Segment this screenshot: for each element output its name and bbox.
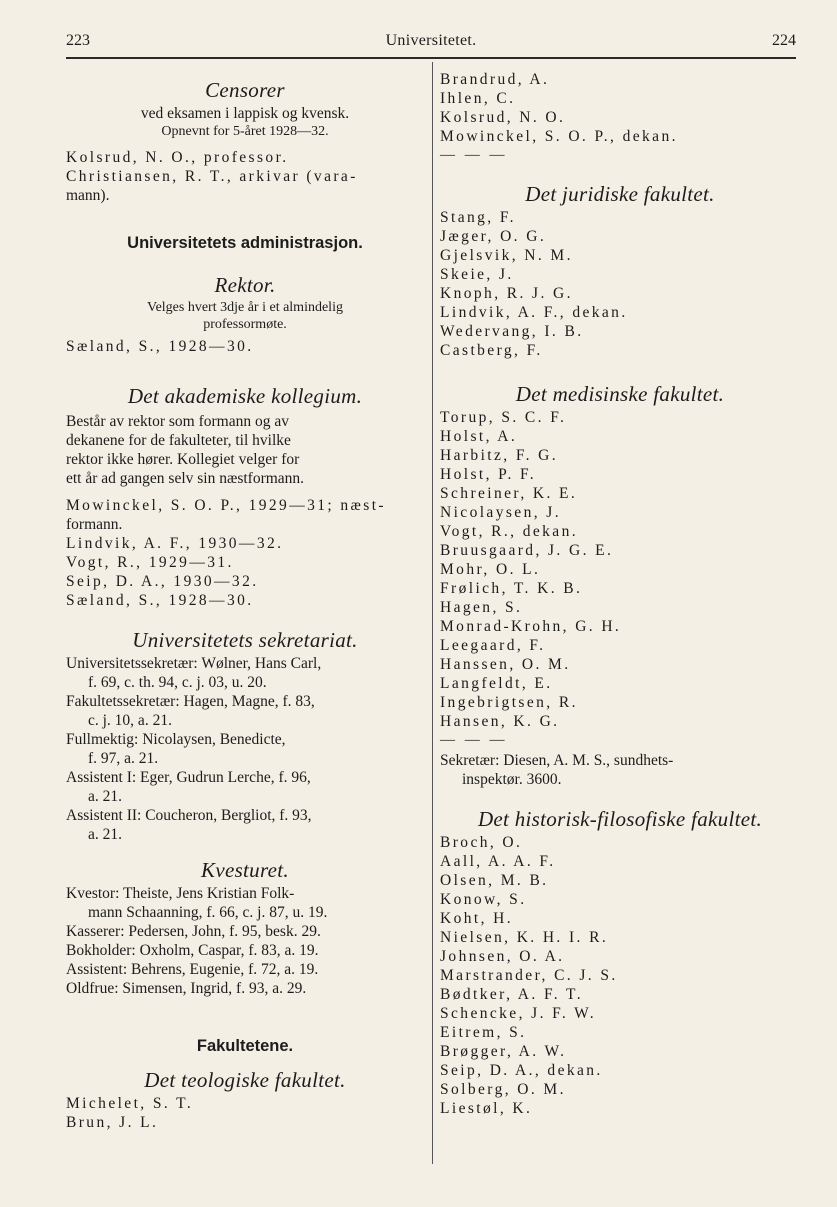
medisinsk-member: Hansen, K. G. [440,713,560,730]
running-title: Universitetet. [385,32,477,49]
juridisk-member: Gjelsvik, N. M. [440,247,573,264]
medisinsk-heading: Det medisinske fakultet. [515,382,725,406]
censor-entry-cont: mann). [66,187,110,204]
juridisk-heading: Det juridiske fakultet. [525,182,715,206]
hf-member: Aall, A. A. F. [440,853,556,870]
kvesturet-entry: Oldfrue: Simensen, Ingrid, f. 93, a. 29. [66,980,307,997]
medisinsk-member: Nicolaysen, J. [440,504,561,521]
juridisk-member: Castberg, F. [440,342,543,359]
left-column [66,62,424,1132]
teologisk-member: Michelet, S. T. [66,1095,194,1112]
page-number-left: 223 [66,32,90,49]
kvesturet-heading: Kvesturet. [201,858,289,882]
hf-member: Nielsen, K. H. I. R. [440,929,609,946]
hf-member: Johnsen, O. A. [440,948,565,965]
hf-member: Solberg, O. M. [440,1081,566,1098]
kollegium-member: Lindvik, A. F., 1930—32. [66,535,284,552]
sekretariat-entry: Universitetssekretær: Wølner, Hans Carl, [66,655,322,672]
censorer-subtitle: ved eksamen i lappisk og kvensk. [140,105,350,122]
kollegium-heading: Det akademiske kollegium. [127,384,363,408]
censorer-heading: Censorer [205,78,285,102]
hf-member: Konow, S. [440,891,527,908]
juridisk-member: Skeie, J. [440,266,514,283]
hf-member: Liestøl, K. [440,1100,533,1117]
medisinsk-member: Langfeldt, E. [440,675,553,692]
kollegium-desc: dekanene for de fakulteter, til hvilke [66,432,291,449]
sekretariat-heading: Universitetets sekretariat. [132,628,358,652]
medisinsk-member: Monrad-Krohn, G. H. [440,618,622,635]
hf-heading: Det historisk-filosofiske fakultet. [477,807,763,831]
teologisk-heading: Det teologiske fakultet. [144,1068,346,1092]
fakultetene-heading: Fakultetene. [196,1037,294,1055]
medisinsk-secretary: Sekretær: Diesen, A. M. S., sundhets- [440,752,674,769]
juridisk-member: Jæger, O. G. [440,228,547,245]
hf-member: Schencke, J. F. W. [440,1005,597,1022]
censor-entry: Kolsrud, N. O., professor. [66,149,289,166]
kollegium-member: Sæland, S., 1928—30. [66,592,254,609]
hf-member: Brøgger, A. W. [440,1043,567,1060]
hf-member: Broch, O. [440,834,523,851]
medisinsk-member: Vogt, R., dekan. [440,523,578,540]
medisinsk-member: Hanssen, O. M. [440,656,571,673]
kvesturet-entry: Assistent: Behrens, Eugenie, f. 72, a. 19. [66,961,319,978]
hf-member: Bødtker, A. F. T. [440,986,583,1003]
kvesturet-entry: Bokholder: Oxholm, Caspar, f. 83, a. 19. [66,942,319,959]
right-column [440,62,800,1118]
teologisk-member: Brandrud, A. [440,71,550,88]
kollegium-member: Mowinckel, S. O. P., 1929—31; næst- [66,497,386,514]
kollegium-member: Vogt, R., 1929—31. [66,554,234,571]
hf-member: Olsen, M. B. [440,872,549,889]
header-rule [66,57,796,59]
teologisk-member: Mowinckel, S. O. P., dekan. [440,128,678,145]
sekretariat-entry-cont: c. j. 10, a. 21. [88,712,172,729]
teologisk-member: Brun, J. L. [66,1114,159,1131]
medisinsk-member: Holst, A. [440,428,518,445]
censorer-appointed: Opnevnt for 5-året 1928—32. [161,124,329,139]
medisinsk-member: Harbitz, F. G. [440,447,559,464]
kvesturet-entry: Kvestor: Theiste, Jens Kristian Folk- [66,885,295,902]
rektor-note: Velges hvert 3dje år i et almindelig [147,300,343,315]
sekretariat-entry-cont: a. 21. [88,788,123,805]
kollegium-desc: Består av rektor som formann og av [66,413,289,430]
page-number-right: 224 [772,32,796,49]
separator-dashes: — — — [440,147,508,163]
teologisk-member: Kolsrud, N. O. [440,109,566,126]
running-header [66,32,796,54]
medisinsk-member: Frølich, T. K. B. [440,580,583,597]
juridisk-member: Wedervang, I. B. [440,323,584,340]
medisinsk-member: Torup, S. C. F. [440,409,567,426]
hf-member: Marstrander, C. J. S. [440,967,618,984]
hf-member: Seip, D. A., dekan. [440,1062,603,1079]
kollegium-desc: ett år ad gangen selv sin næstformann. [66,470,305,487]
hf-member: Koht, H. [440,910,514,927]
medisinsk-member: Mohr, O. L. [440,561,541,578]
teologisk-member: Ihlen, C. [440,90,516,107]
rektor-heading: Rektor. [214,273,276,297]
kvesturet-entry-cont: mann Schaanning, f. 66, c. j. 87, u. 19. [88,904,328,921]
medisinsk-member: Leegaard, F. [440,637,546,654]
sekretariat-entry: Assistent II: Coucheron, Bergliot, f. 93, [66,807,312,824]
sekretariat-entry-cont: f. 69, c. th. 94, c. j. 03, u. 20. [88,674,267,691]
sekretariat-entry: Fullmektig: Nicolaysen, Benedicte, [66,731,286,748]
censor-entry: Christiansen, R. T., arkivar (vara- [66,168,358,185]
column-divider [432,62,433,1164]
medisinsk-member: Schreiner, K. E. [440,485,578,502]
rektor-note: professormøte. [203,317,287,332]
juridisk-member: Lindvik, A. F., dekan. [440,304,628,321]
kollegium-desc: rektor ikke hører. Kollegiet velger for [66,451,300,468]
kollegium-member: Seip, D. A., 1930—32. [66,573,259,590]
sekretariat-entry-cont: a. 21. [88,826,123,843]
rektor-entry: Sæland, S., 1928—30. [66,338,254,355]
juridisk-member: Knoph, R. J. G. [440,285,573,302]
medisinsk-member: Hagen, S. [440,599,523,616]
administration-heading: Universitetets administrasjon. [127,234,363,252]
medisinsk-member: Ingebrigtsen, R. [440,694,578,711]
separator-dashes: — — — [440,732,508,748]
sekretariat-entry-cont: f. 97, a. 21. [88,750,159,767]
kvesturet-entry: Kasserer: Pedersen, John, f. 95, besk. 29. [66,923,321,940]
hf-member: Eitrem, S. [440,1024,527,1041]
sekretariat-entry: Assistent I: Eger, Gudrun Lerche, f. 96, [66,769,311,786]
medisinsk-secretary-cont: inspektør. 3600. [462,771,562,788]
medisinsk-member: Holst, P. F. [440,466,537,483]
sekretariat-entry: Fakultetssekretær: Hagen, Magne, f. 83, [66,693,315,710]
juridisk-member: Stang, F. [440,209,516,226]
medisinsk-member: Bruusgaard, J. G. E. [440,542,614,559]
kollegium-member-cont: formann. [66,516,123,533]
